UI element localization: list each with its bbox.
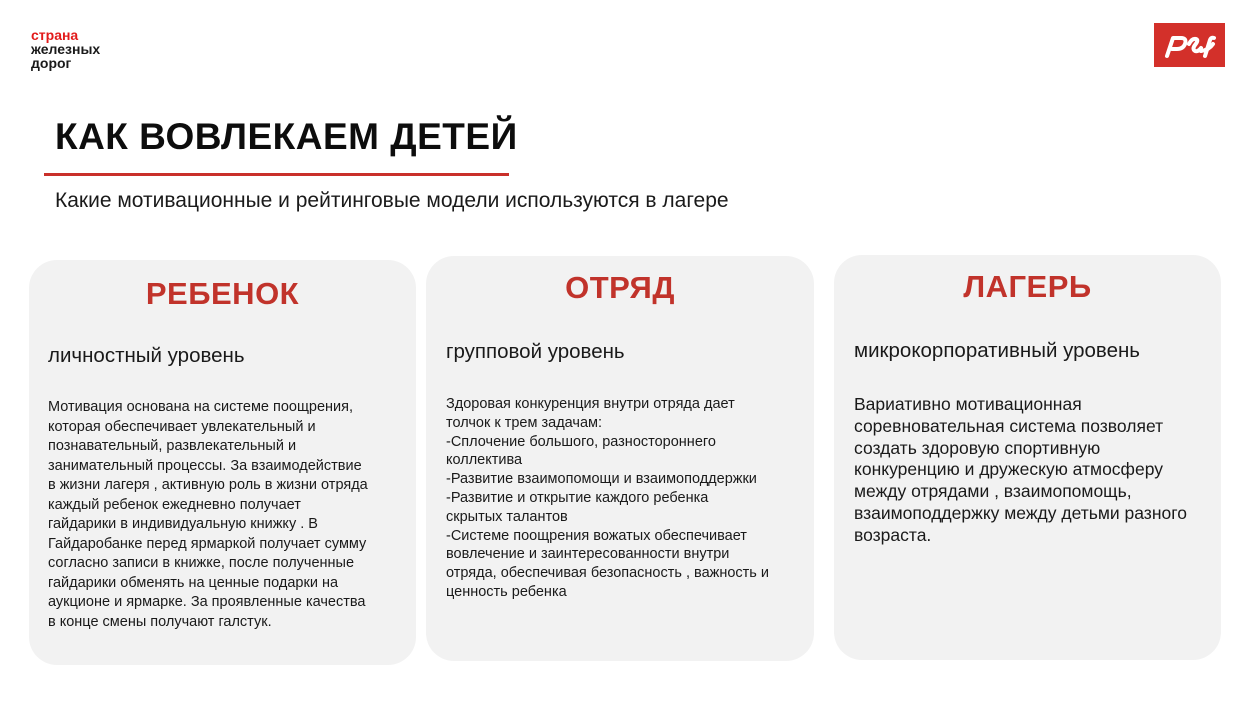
card-squad <box>426 256 814 661</box>
card-child <box>29 260 416 665</box>
card-heading: ОТРЯД <box>565 270 675 305</box>
brand-line-2: железных <box>31 41 101 57</box>
card-heading: ЛАГЕРЬ <box>963 269 1092 304</box>
rzd-logo-icon <box>1154 23 1225 67</box>
card-level: групповой уровень <box>446 340 625 363</box>
card-level: личностный уровень <box>48 344 245 367</box>
card-body: Здоровая конкуренция внутри отряда дает толчок к трем задачам: -Сплочение большого, разностороннего коллектива -Развитие взаимопомощи и взаимоподдержки -Развитие и открытие каждого ребенка скрытых талантов -Системе поощрения вожатых обеспечивает вовлечение и заинтересованности внутри отряда, обеспечивая безопасность , важность и ценность ребенка <box>446 396 769 600</box>
title-underline <box>44 173 509 176</box>
page-subtitle: Какие мотивационные и рейтинговые модели используются в лагере <box>55 189 729 212</box>
card-camp <box>834 255 1221 660</box>
card-body: Вариативно мотивационная соревновательная система позволяет создать здоровую спортивную конкуренцию и дружескую атмосферу между отрядами , взаимопомощь, взаимоподдержку между детьми разного возраста. <box>854 394 1187 545</box>
brand-wordmark <box>31 28 100 70</box>
rzd-logo-glyph <box>1161 30 1219 60</box>
page-title: КАК ВОВЛЕКАЕМ ДЕТЕЙ <box>55 116 518 157</box>
brand-line-3: дорог <box>31 55 72 71</box>
card-body: Мотивация основана на системе поощрения, которая обеспечивает увлекательный и познавательный, развлекательный и занимательный процессы. За взаимодействие в жизни лагеря , активную роль в жизни отряда каждый ребенок ежедневно получает гайдарики в индивидуальную книжку . В Гайдаробанке перед ярмаркой получает сумму согласно записи в книжке, после полученные гайдарики обменять на ценные подарки на аукционе и ярмарке. За проявленные качества в конце смены получают галстук. <box>48 399 368 630</box>
brand-line-1: страна <box>31 27 79 43</box>
card-heading: РЕБЕНОК <box>145 276 300 311</box>
card-level: микрокорпоративный уровень <box>854 339 1140 362</box>
